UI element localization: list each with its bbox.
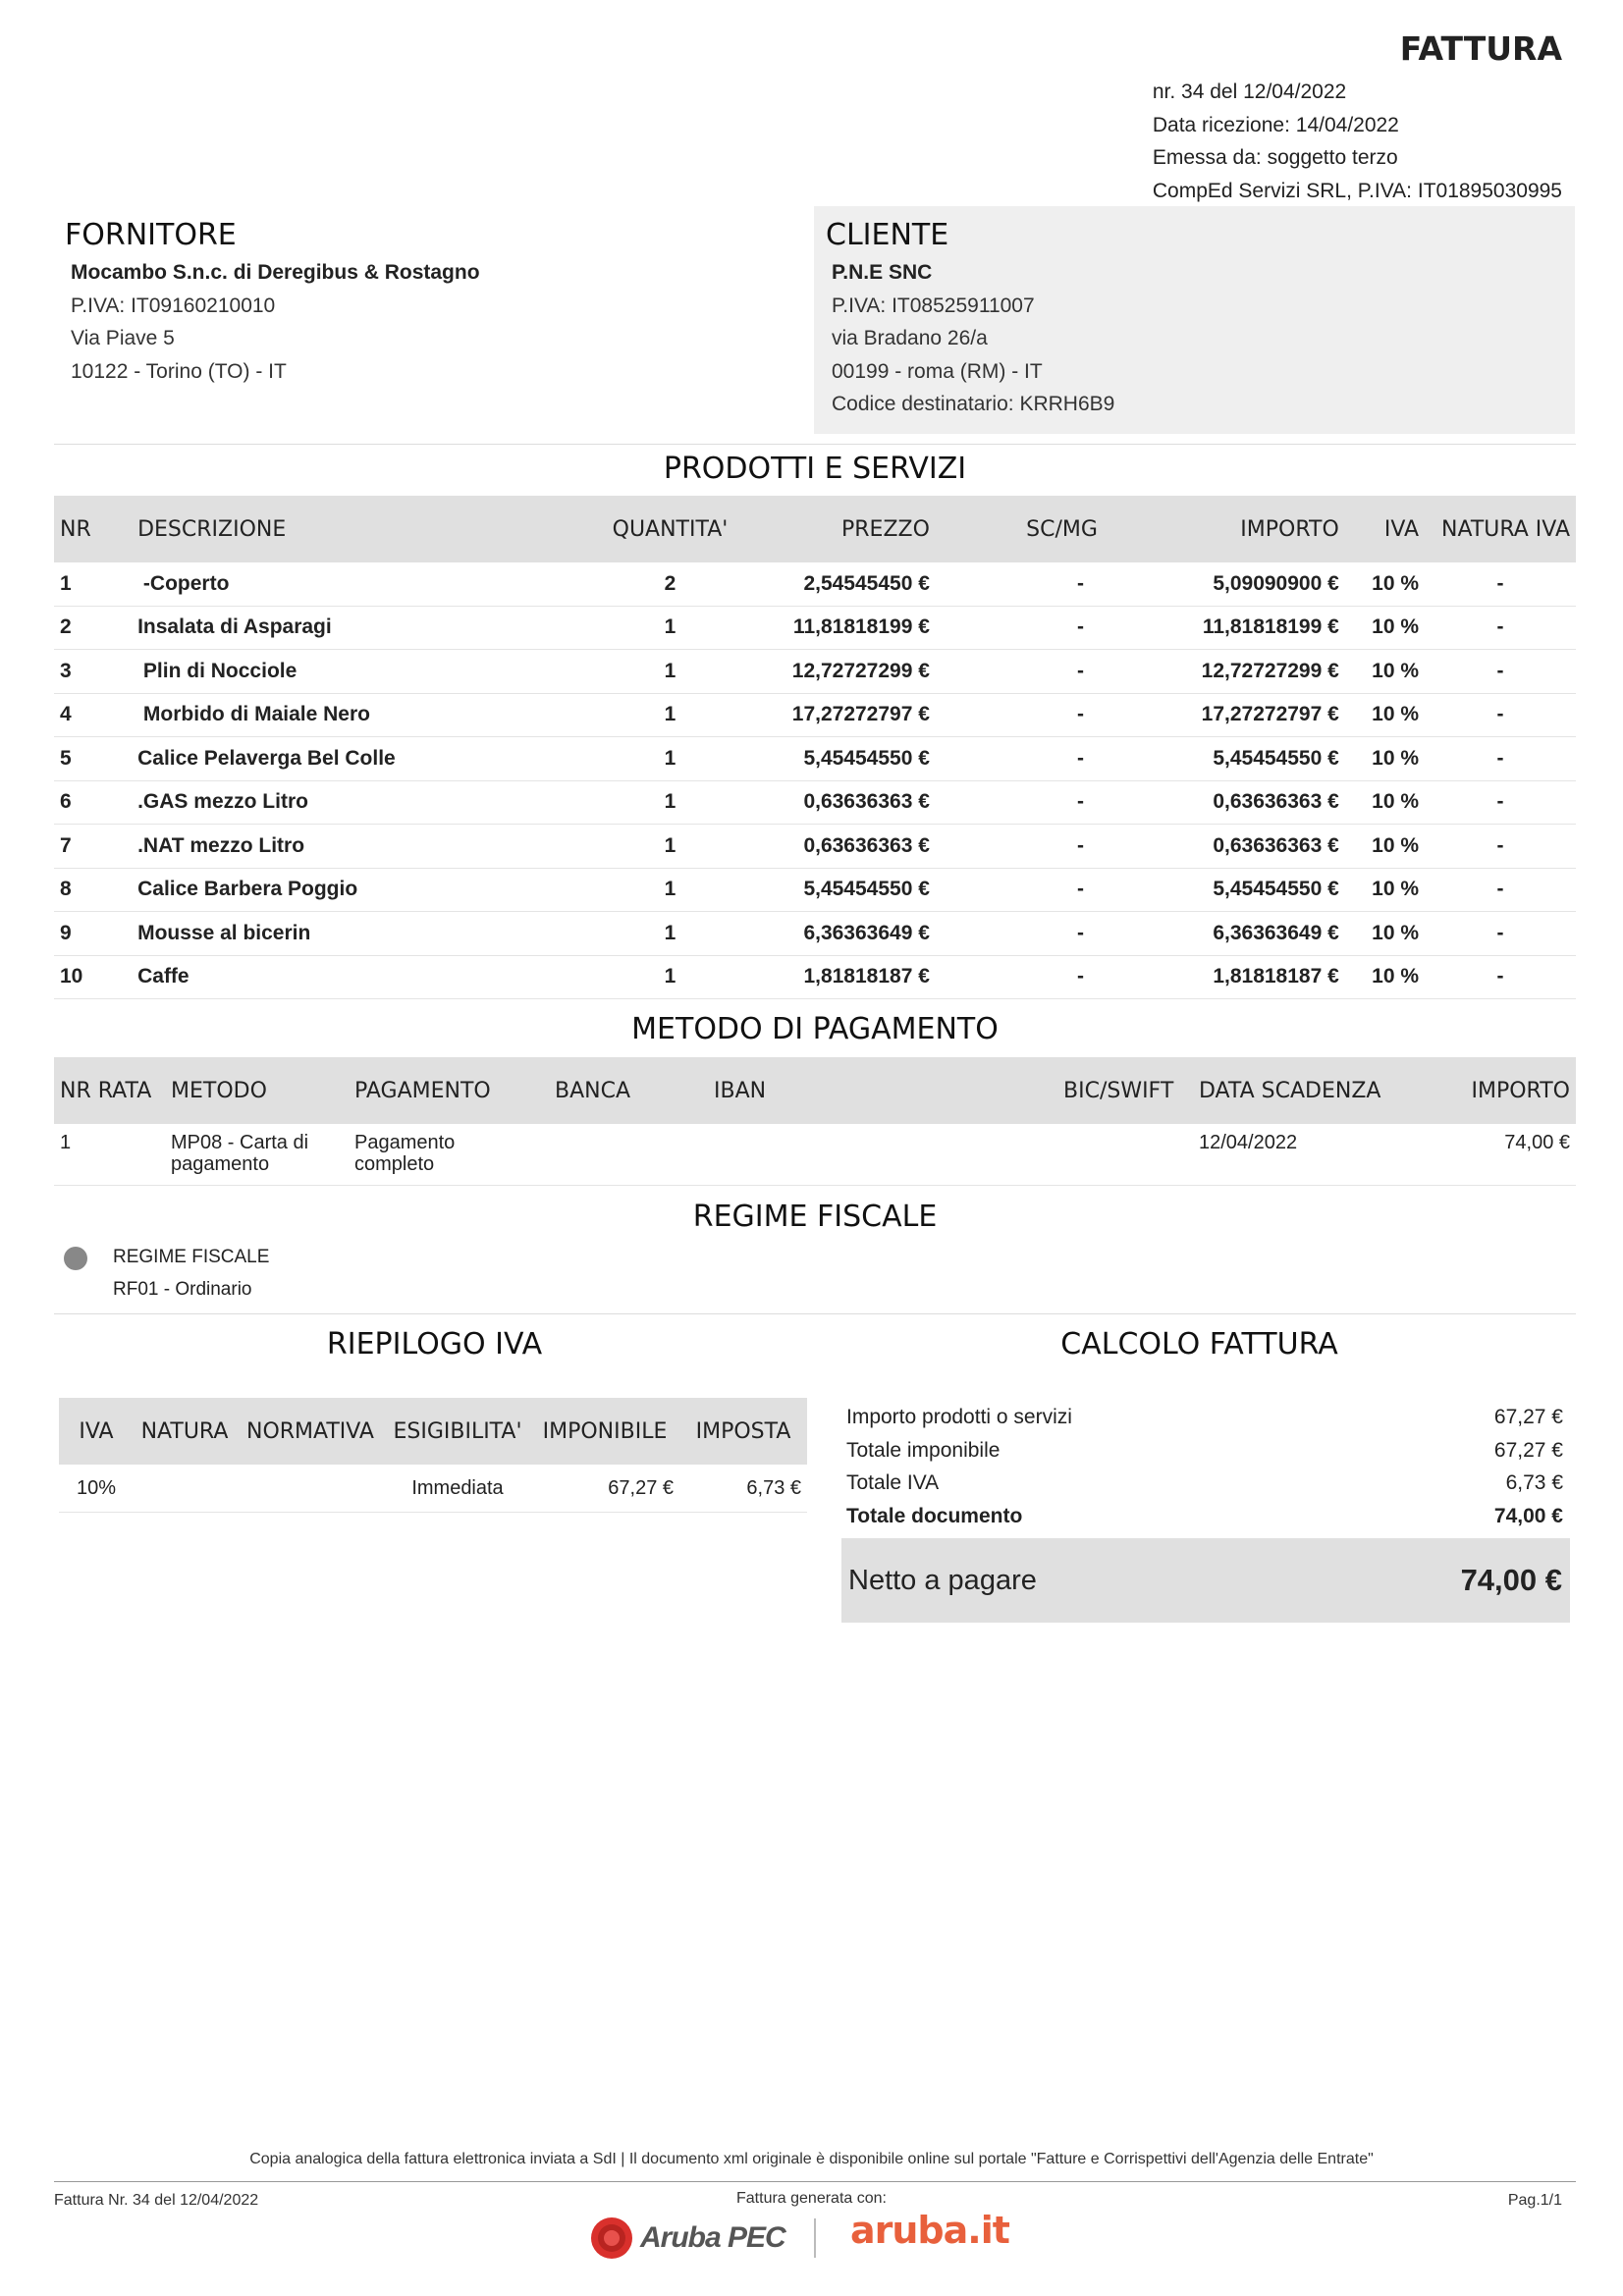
method-value bbox=[165, 1124, 349, 1186]
footer-page: Pag.1/1 bbox=[1507, 2192, 1562, 2209]
vat-header-row bbox=[59, 1398, 807, 1465]
col-method: METODO bbox=[165, 1057, 349, 1124]
product-quantity: 1 bbox=[593, 650, 746, 694]
col-vat: IVA bbox=[1345, 496, 1425, 562]
calc-value: 67,27 € bbox=[1493, 1438, 1563, 1462]
product-price: 5,45454550 € bbox=[747, 737, 936, 781]
calc-row-vat bbox=[846, 1467, 1563, 1500]
regime-bullet-icon bbox=[64, 1247, 87, 1270]
product-quantity: 1 bbox=[593, 825, 746, 869]
net-to-pay-value: 74,00 € bbox=[1460, 1563, 1562, 1597]
product-row bbox=[54, 780, 1576, 825]
product-amount: 11,81818199 € bbox=[1104, 606, 1345, 650]
vat-rate: 10% bbox=[59, 1465, 134, 1513]
col-nature: NATURA bbox=[134, 1398, 236, 1465]
client-block bbox=[814, 206, 1575, 434]
col-nr: NR bbox=[54, 496, 132, 562]
product-nr: 5 bbox=[54, 737, 132, 781]
product-nr: 6 bbox=[54, 780, 132, 825]
payment-line-1: Pagamento bbox=[354, 1132, 456, 1153]
invoice-number: nr. 34 del 12/04/2022 bbox=[1152, 80, 1347, 103]
vat-rule bbox=[236, 1465, 385, 1513]
product-nr: 7 bbox=[54, 825, 132, 869]
product-price: 11,81818199 € bbox=[747, 606, 936, 650]
product-discount: - bbox=[936, 693, 1104, 737]
product-quantity: 1 bbox=[593, 868, 746, 912]
product-vat: 10 % bbox=[1345, 868, 1425, 912]
product-vat: 10 % bbox=[1345, 693, 1425, 737]
product-discount: - bbox=[936, 912, 1104, 956]
received-date: Data ricezione: 14/04/2022 bbox=[1152, 113, 1399, 136]
product-quantity: 1 bbox=[593, 780, 746, 825]
product-price: 0,63636363 € bbox=[747, 780, 936, 825]
product-nr: 2 bbox=[54, 606, 132, 650]
col-price: PREZZO bbox=[747, 496, 936, 562]
product-amount: 6,36363649 € bbox=[1104, 912, 1345, 956]
payment-value bbox=[349, 1124, 549, 1186]
aruba-pec-seal-icon bbox=[589, 2216, 634, 2261]
regime-label: REGIME FISCALE bbox=[113, 1247, 270, 1267]
issued-by: Emessa da: soggetto terzo bbox=[1152, 146, 1398, 169]
supplier-name: Mocambo S.n.c. di Deregibus & Rostagno bbox=[71, 261, 480, 284]
product-description: Calice Pelaverga Bel Colle bbox=[132, 737, 593, 781]
vat-tax: 6,73 € bbox=[679, 1465, 807, 1513]
product-vat: 10 % bbox=[1345, 825, 1425, 869]
product-description: .GAS mezzo Litro bbox=[132, 780, 593, 825]
product-amount: 5,09090900 € bbox=[1104, 562, 1345, 606]
client-code: Codice destinatario: KRRH6B9 bbox=[832, 393, 1115, 415]
footer-note: Copia analogica della fattura elettronica inviata a SdI | Il documento xml originale è disponibile online sul portale "Fatture e Corrispettivi dell'Agenzia delle Entrate" bbox=[249, 2151, 1374, 2167]
product-vat-nature: - bbox=[1425, 737, 1576, 781]
product-vat-nature: - bbox=[1425, 650, 1576, 694]
supplier-address: Via Piave 5 bbox=[71, 327, 175, 349]
product-vat: 10 % bbox=[1345, 562, 1425, 606]
logo-divider bbox=[814, 2218, 816, 2258]
products-table bbox=[54, 496, 1576, 999]
product-quantity: 1 bbox=[593, 912, 746, 956]
product-discount: - bbox=[936, 562, 1104, 606]
col-rule: NORMATIVA bbox=[236, 1398, 385, 1465]
product-row bbox=[54, 912, 1576, 956]
product-quantity: 1 bbox=[593, 693, 746, 737]
product-row bbox=[54, 606, 1576, 650]
col-bank: BANCA bbox=[549, 1057, 708, 1124]
installment-value: 1 bbox=[54, 1124, 165, 1186]
aruba-it-logo: aruba.it bbox=[850, 2209, 1009, 2252]
product-vat: 10 % bbox=[1345, 955, 1425, 999]
product-vat-nature: - bbox=[1425, 606, 1576, 650]
product-vat-nature: - bbox=[1425, 780, 1576, 825]
product-price: 2,54545450 € bbox=[747, 562, 936, 606]
col-iban: IBAN bbox=[708, 1057, 1057, 1124]
product-row bbox=[54, 650, 1576, 694]
col-pay-amount: IMPORTO bbox=[1429, 1057, 1576, 1124]
payment-table bbox=[54, 1057, 1576, 1186]
product-vat-nature: - bbox=[1425, 562, 1576, 606]
product-vat: 10 % bbox=[1345, 912, 1425, 956]
bic-value bbox=[1057, 1124, 1193, 1186]
col-iva: IVA bbox=[59, 1398, 134, 1465]
vat-summary-table bbox=[59, 1398, 807, 1513]
payment-header-row bbox=[54, 1057, 1576, 1124]
product-amount: 0,63636363 € bbox=[1104, 780, 1345, 825]
product-description: -Coperto bbox=[132, 562, 593, 606]
col-taxable: IMPONIBILE bbox=[530, 1398, 679, 1465]
product-amount: 5,45454550 € bbox=[1104, 737, 1345, 781]
product-discount: - bbox=[936, 955, 1104, 999]
product-vat-nature: - bbox=[1425, 912, 1576, 956]
client-city: 00199 - roma (RM) - IT bbox=[832, 359, 1043, 383]
bank-value bbox=[549, 1124, 708, 1186]
product-description: Calice Barbera Poggio bbox=[132, 868, 593, 912]
calc-value: 6,73 € bbox=[1505, 1471, 1563, 1494]
aruba-pec-text: Aruba PEC bbox=[640, 2221, 785, 2254]
product-amount: 5,45454550 € bbox=[1104, 868, 1345, 912]
col-vat-nature: NATURA IVA bbox=[1425, 496, 1576, 562]
vat-row bbox=[59, 1465, 807, 1513]
issuer: CompEd Servizi SRL, P.IVA: IT01895030995 bbox=[1152, 179, 1562, 202]
divider bbox=[54, 1313, 1576, 1314]
product-discount: - bbox=[936, 868, 1104, 912]
net-to-pay-box bbox=[841, 1538, 1570, 1623]
product-vat-nature: - bbox=[1425, 868, 1576, 912]
product-nr: 1 bbox=[54, 562, 132, 606]
product-amount: 0,63636363 € bbox=[1104, 825, 1345, 869]
col-installment: NR RATA bbox=[54, 1057, 165, 1124]
product-description: Caffe bbox=[132, 955, 593, 999]
product-amount: 12,72727299 € bbox=[1104, 650, 1345, 694]
due-date-value: 12/04/2022 bbox=[1193, 1124, 1429, 1186]
regime-value: RF01 - Ordinario bbox=[113, 1279, 252, 1300]
product-price: 17,27272797 € bbox=[747, 693, 936, 737]
product-nr: 3 bbox=[54, 650, 132, 694]
product-vat: 10 % bbox=[1345, 650, 1425, 694]
product-row bbox=[54, 737, 1576, 781]
client-title: CLIENTE bbox=[826, 218, 949, 252]
product-amount: 17,27272797 € bbox=[1104, 693, 1345, 737]
col-quantity: QUANTITA' bbox=[593, 496, 746, 562]
products-title: PRODOTTI E SERVIZI bbox=[663, 452, 967, 486]
product-price: 0,63636363 € bbox=[747, 825, 936, 869]
product-nr: 4 bbox=[54, 693, 132, 737]
calc-label: Importo prodotti o servizi bbox=[846, 1406, 1072, 1428]
payment-title: METODO DI PAGAMENTO bbox=[631, 1012, 999, 1046]
products-header-row bbox=[54, 496, 1576, 562]
col-tax: IMPOSTA bbox=[679, 1398, 807, 1465]
method-line-2: pagamento bbox=[171, 1153, 270, 1175]
regime-title: REGIME FISCALE bbox=[692, 1200, 938, 1234]
product-price: 5,45454550 € bbox=[747, 868, 936, 912]
vat-nature bbox=[134, 1465, 236, 1513]
col-payment: PAGAMENTO bbox=[349, 1057, 549, 1124]
product-row bbox=[54, 693, 1576, 737]
product-discount: - bbox=[936, 737, 1104, 781]
col-amount: IMPORTO bbox=[1104, 496, 1345, 562]
col-description: DESCRIZIONE bbox=[132, 496, 593, 562]
product-quantity: 1 bbox=[593, 737, 746, 781]
calc-row-total bbox=[846, 1500, 1563, 1533]
product-description: .NAT mezzo Litro bbox=[132, 825, 593, 869]
product-row bbox=[54, 562, 1576, 606]
footer-generated-with: Fattura generata con: bbox=[736, 2190, 887, 2207]
product-quantity: 2 bbox=[593, 562, 746, 606]
calc-row-taxable bbox=[846, 1434, 1563, 1468]
product-vat: 10 % bbox=[1345, 780, 1425, 825]
calc-label: Totale IVA bbox=[846, 1471, 940, 1494]
client-name: P.N.E SNC bbox=[832, 261, 933, 284]
vat-summary-title: RIEPILOGO IVA bbox=[326, 1327, 543, 1362]
product-price: 6,36363649 € bbox=[747, 912, 936, 956]
product-nr: 8 bbox=[54, 868, 132, 912]
product-vat-nature: - bbox=[1425, 955, 1576, 999]
product-description: Insalata di Asparagi bbox=[132, 606, 593, 650]
product-vat-nature: - bbox=[1425, 693, 1576, 737]
product-description: Morbido di Maiale Nero bbox=[132, 693, 593, 737]
product-quantity: 1 bbox=[593, 606, 746, 650]
net-to-pay-label: Netto a pagare bbox=[848, 1565, 1037, 1596]
calc-value: 74,00 € bbox=[1493, 1504, 1563, 1527]
aruba-pec-logo bbox=[589, 2216, 785, 2261]
invoice-header bbox=[1153, 29, 1562, 207]
client-vat: P.IVA: IT08525911007 bbox=[832, 294, 1035, 317]
supplier-block bbox=[65, 218, 480, 388]
product-quantity: 1 bbox=[593, 955, 746, 999]
product-row bbox=[54, 955, 1576, 999]
supplier-title: FORNITORE bbox=[65, 218, 237, 252]
divider bbox=[54, 444, 1576, 445]
product-discount: - bbox=[936, 650, 1104, 694]
iban-value bbox=[708, 1124, 1057, 1186]
payment-line-2: completo bbox=[354, 1153, 435, 1175]
pay-amount-value: 74,00 € bbox=[1429, 1124, 1576, 1186]
product-nr: 10 bbox=[54, 955, 132, 999]
calc-title: CALCOLO FATTURA bbox=[1060, 1327, 1338, 1362]
product-discount: - bbox=[936, 780, 1104, 825]
col-chargeability: ESIGIBILITA' bbox=[385, 1398, 530, 1465]
product-row bbox=[54, 825, 1576, 869]
product-amount: 1,81818187 € bbox=[1104, 955, 1345, 999]
method-line-1: MP08 - Carta di bbox=[171, 1132, 309, 1153]
col-bic: BIC/SWIFT bbox=[1057, 1057, 1193, 1124]
vat-taxable: 67,27 € bbox=[530, 1465, 679, 1513]
calc-row-products bbox=[846, 1401, 1563, 1434]
supplier-city: 10122 - Torino (TO) - IT bbox=[71, 359, 287, 383]
product-discount: - bbox=[936, 825, 1104, 869]
product-vat: 10 % bbox=[1345, 737, 1425, 781]
product-price: 1,81818187 € bbox=[747, 955, 936, 999]
calc-label: Totale imponibile bbox=[846, 1438, 1001, 1462]
product-price: 12,72727299 € bbox=[747, 650, 936, 694]
client-address: via Bradano 26/a bbox=[832, 327, 988, 349]
product-description: Mousse al bicerin bbox=[132, 912, 593, 956]
footer-divider bbox=[54, 2181, 1576, 2182]
footer-invoice-ref: Fattura Nr. 34 del 12/04/2022 bbox=[54, 2192, 259, 2209]
product-discount: - bbox=[936, 606, 1104, 650]
product-nr: 9 bbox=[54, 912, 132, 956]
product-description: Plin di Nocciole bbox=[132, 650, 593, 694]
supplier-vat: P.IVA: IT09160210010 bbox=[71, 294, 276, 317]
product-vat: 10 % bbox=[1345, 606, 1425, 650]
product-row bbox=[54, 868, 1576, 912]
vat-chargeability: Immediata bbox=[385, 1465, 530, 1513]
payment-row bbox=[54, 1124, 1576, 1186]
product-vat-nature: - bbox=[1425, 825, 1576, 869]
invoice-title: FATTURA bbox=[1399, 29, 1562, 68]
col-due-date: DATA SCADENZA bbox=[1193, 1057, 1429, 1124]
calc-label: Totale documento bbox=[846, 1504, 1023, 1527]
calc-value: 67,27 € bbox=[1493, 1406, 1563, 1428]
col-discount: SC/MG bbox=[936, 496, 1104, 562]
